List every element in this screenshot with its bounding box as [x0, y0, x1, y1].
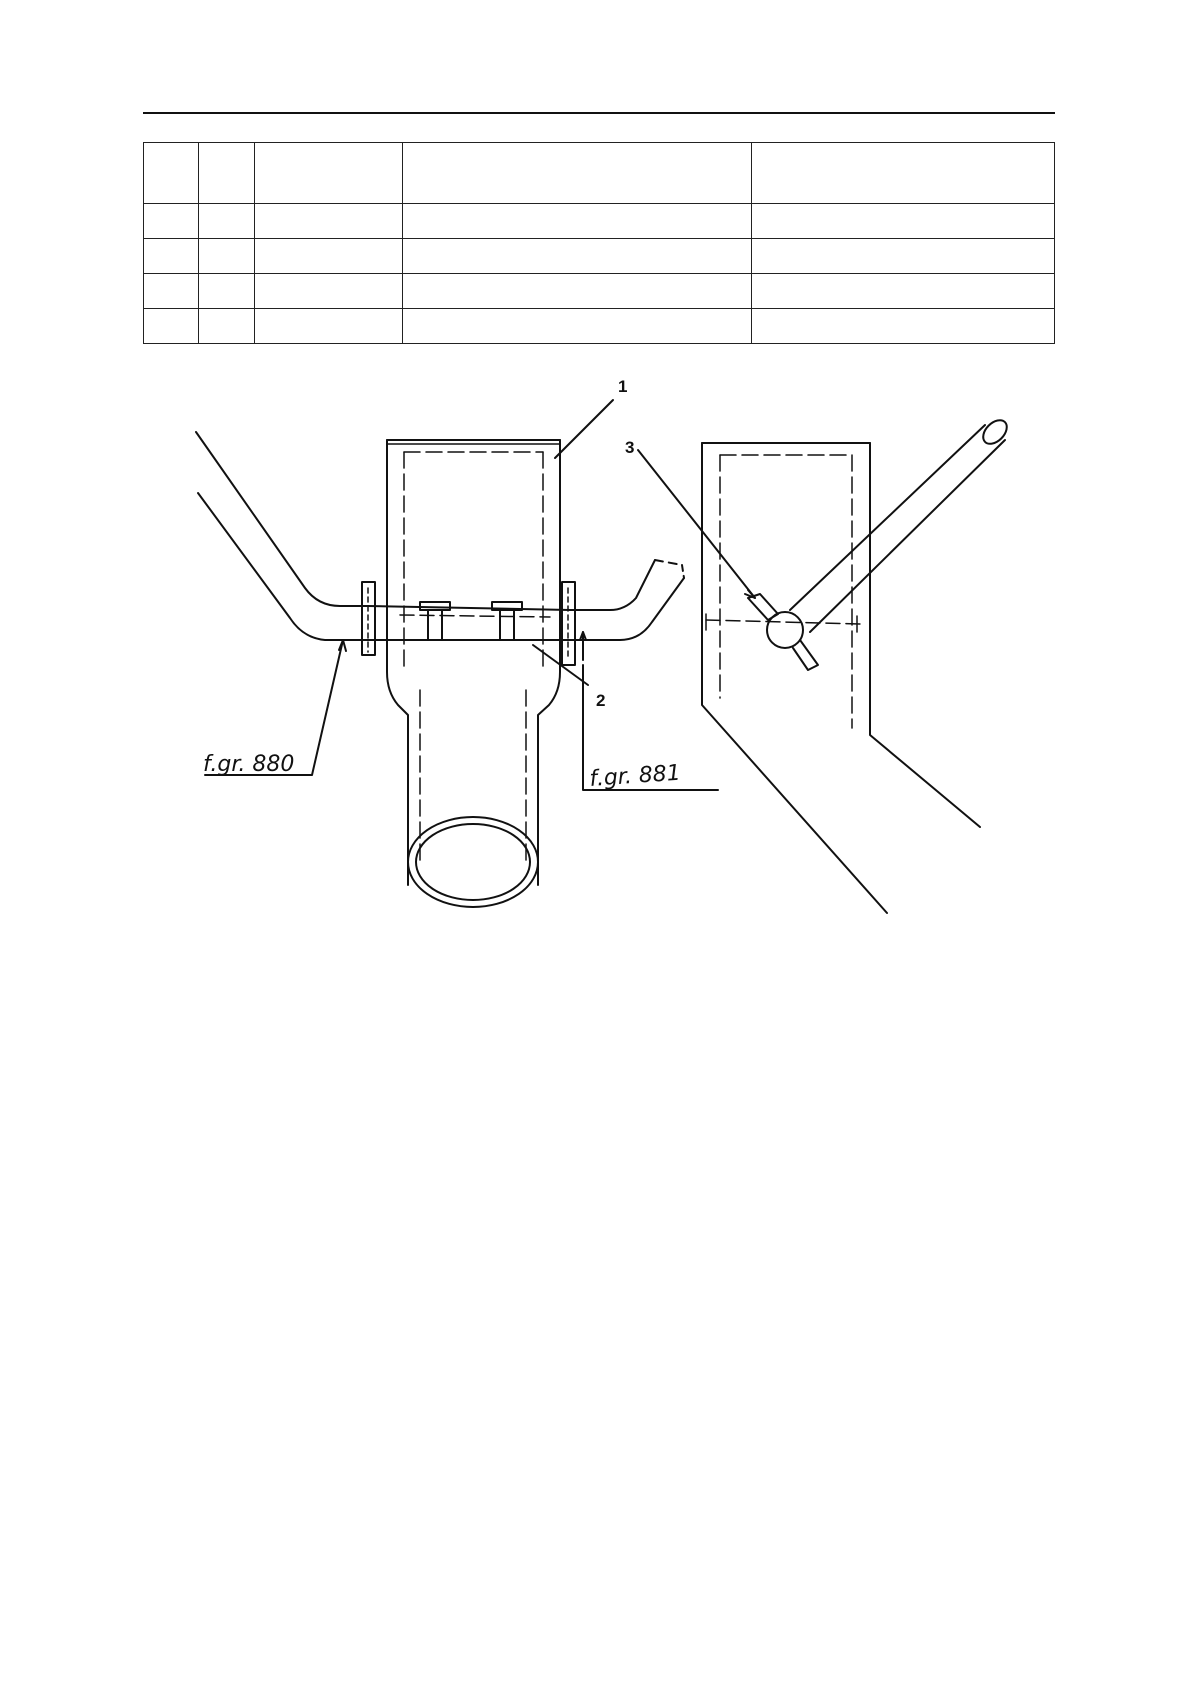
leader-1 [555, 400, 613, 458]
callout-3: 3 [625, 438, 635, 457]
main-tube [387, 440, 560, 885]
side-view [638, 416, 1011, 913]
leader-3 [638, 450, 755, 598]
front-view [196, 400, 718, 907]
side-rail-left [196, 432, 368, 640]
reference-881: f.gr. 881 [588, 760, 682, 792]
clamp-right [562, 582, 586, 665]
crossbar [368, 606, 570, 640]
callout-2: 2 [596, 691, 606, 710]
callout-1: 1 [618, 377, 628, 396]
tube-opening [408, 817, 538, 907]
rod [767, 416, 1011, 670]
reference-880: f.gr. 880 [203, 752, 295, 777]
side-rail-right [570, 560, 684, 640]
leader-3-arrow [745, 590, 755, 598]
clamp-left [362, 582, 375, 655]
